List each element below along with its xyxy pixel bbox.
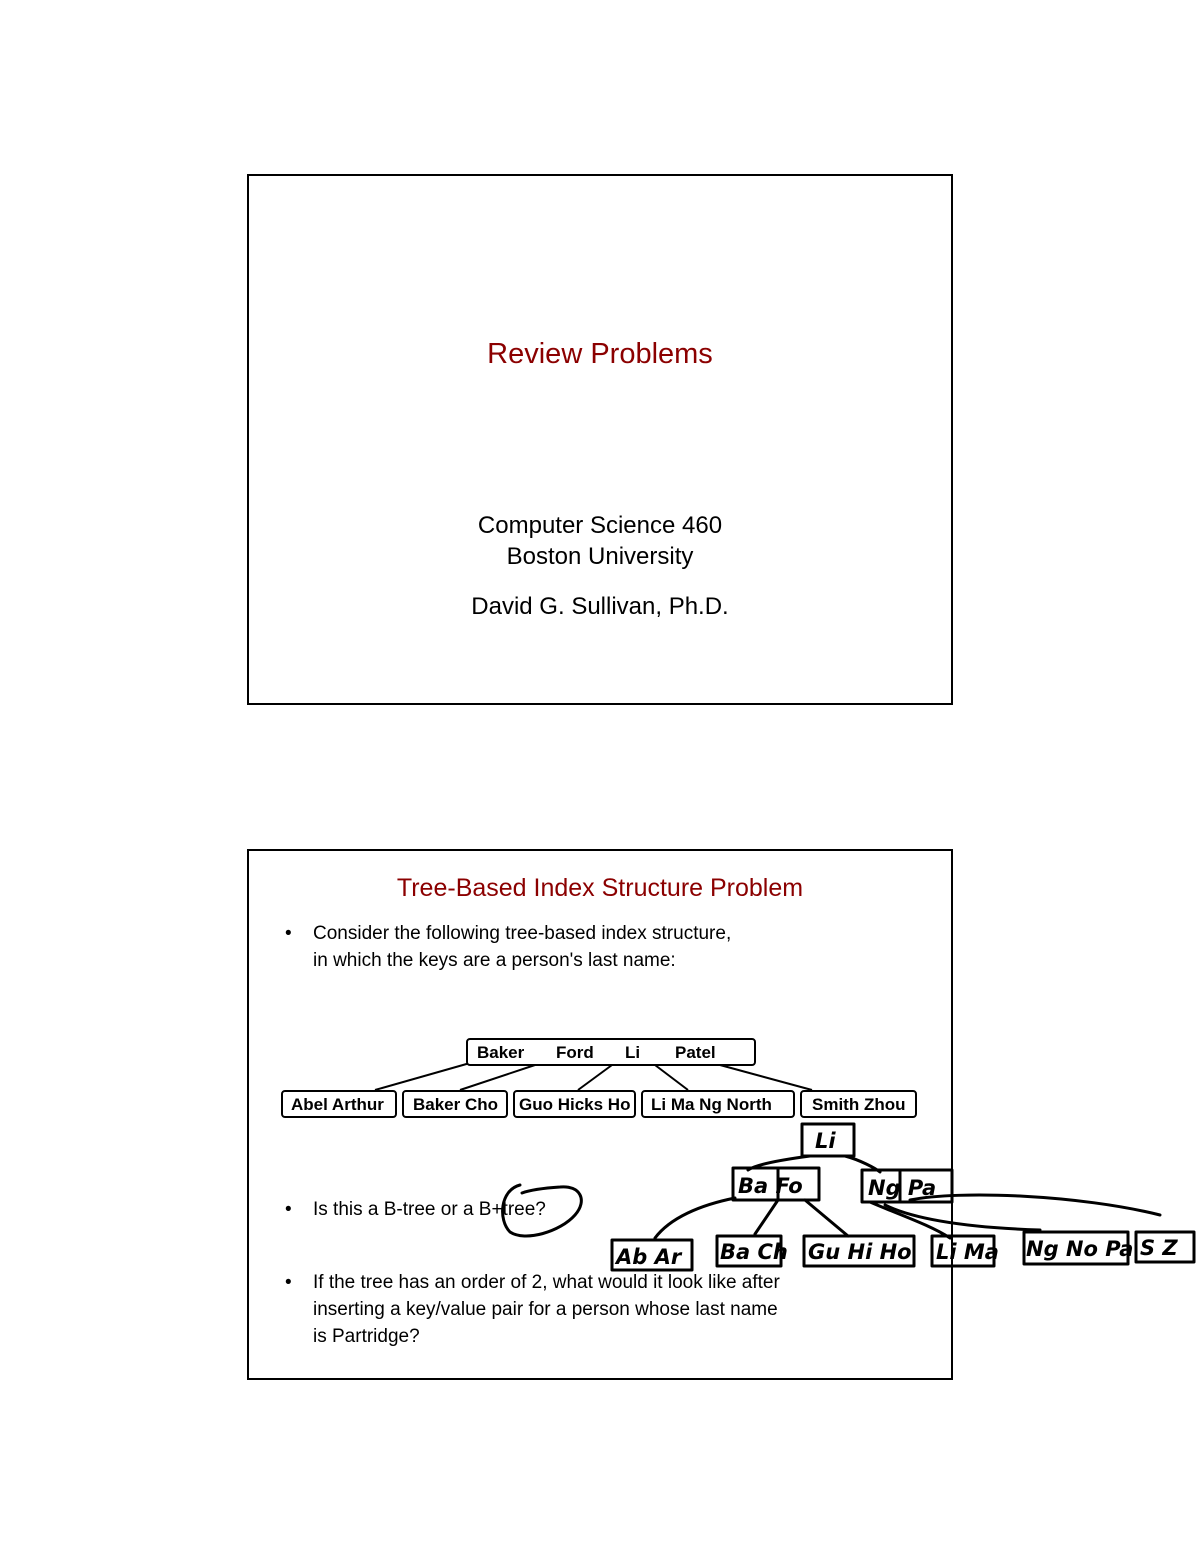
bullet-line: If the tree has an order of 2, what would it look like after — [313, 1272, 780, 1293]
author-name: David G. Sullivan, Ph.D. — [471, 593, 729, 620]
leaf-keys: Guo Hicks Ho — [519, 1095, 631, 1114]
hand-edge — [805, 1200, 848, 1236]
hand-edge — [755, 1200, 778, 1234]
leaf-node — [514, 1091, 635, 1117]
root-key: Baker — [477, 1043, 525, 1062]
leaf-keys: Smith Zhou — [812, 1095, 906, 1114]
bullet-dot: • — [285, 1272, 292, 1293]
root-key: Patel — [675, 1043, 716, 1062]
root-key: Ford — [556, 1043, 594, 1062]
circle-mark — [503, 1185, 582, 1236]
hand-internal-keys: Ng Pa — [868, 1176, 937, 1200]
bullet-line: in which the keys are a person's last name: — [313, 950, 676, 971]
hand-leaf-keys: Gu Hi Ho — [808, 1240, 912, 1264]
hand-leaf-keys: Ng No Pa — [1026, 1237, 1134, 1261]
hand-edge — [655, 1198, 735, 1238]
leaf-keys: Baker Cho — [413, 1095, 499, 1114]
hand-leaf-keys: S Z — [1140, 1236, 1178, 1260]
root-node — [467, 1039, 755, 1065]
bullet-line: inserting a key/value pair for a person whose last name — [313, 1299, 778, 1320]
bullet-line: Is this a B-tree or a B+tree? — [313, 1199, 546, 1220]
tree-edges — [375, 1063, 812, 1090]
bullet-dot: • — [285, 1199, 292, 1220]
hand-leaf-keys: Li Ma — [936, 1240, 999, 1264]
hand-internal-keys: Ba Fo — [738, 1174, 803, 1198]
leaf-node — [282, 1091, 396, 1117]
leaf-node — [642, 1091, 794, 1117]
university-name: Boston University — [506, 543, 694, 570]
root-key: Li — [625, 1043, 641, 1062]
leaf-keys: Li Ma Ng North — [651, 1095, 772, 1114]
leaf-node — [801, 1091, 916, 1117]
slide-title: Review Problems — [487, 338, 713, 370]
slide-title: Tree-Based Index Structure Problem — [396, 874, 804, 902]
course-name: Computer Science 460 — [477, 512, 723, 539]
leaf-node — [403, 1091, 507, 1117]
handwritten-annotation — [503, 1124, 1194, 1270]
bullet-line: Consider the following tree-based index structure, — [313, 923, 732, 944]
hand-edge — [910, 1195, 1160, 1215]
hand-leaf-keys: Ab Ar — [616, 1245, 682, 1269]
bullet-line: is Partridge? — [313, 1326, 420, 1347]
leaf-keys: Abel Arthur — [291, 1095, 384, 1114]
hand-leaf-keys: Ba Ch — [720, 1240, 788, 1264]
bullet-dot: • — [285, 923, 292, 944]
hand-root-key: Li — [815, 1129, 836, 1153]
